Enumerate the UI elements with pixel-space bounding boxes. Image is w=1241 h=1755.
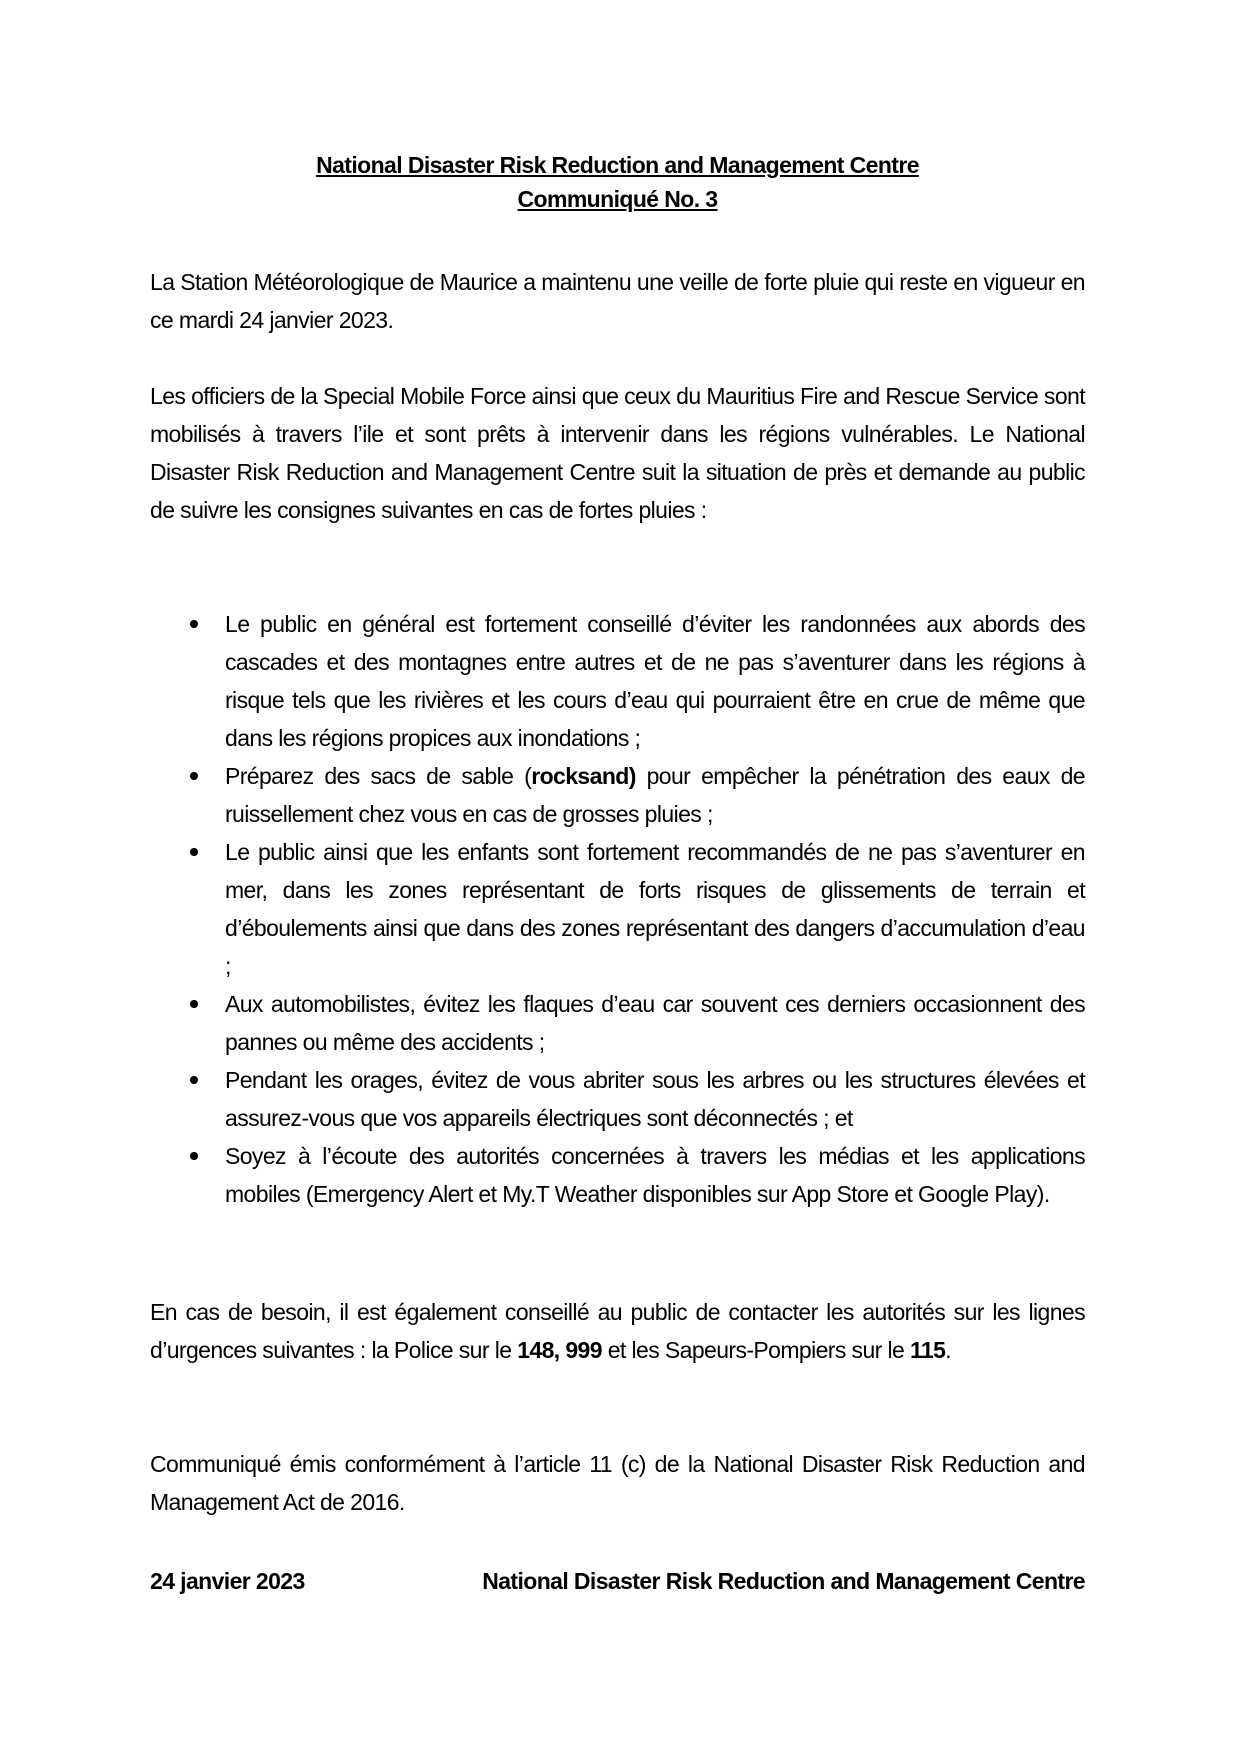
signature-organisation: National Disaster Risk Reduction and Management Centre — [482, 1568, 1085, 1594]
list-item-text: Le public en général est fortement conseillé d’éviter les randonnées aux abords des cascades et des montagnes entre autres et de ne pas s’aventurer dans les régions à risque tels que les rivières et les cours d’eau qui pourraient être en crue de même que dans les régions propices aux inondations ; — [225, 611, 1085, 751]
contact-text-before: En cas de besoin, il est également conseillé au public de contacter les autorités sur les lignes d’urgences suivantes : la Police sur le — [150, 1299, 1085, 1363]
intro-paragraph: La Station Météorologique de Maurice a maintenu une veille de forte pluie qui reste en vigueur en ce mardi 24 janvier 2023. — [150, 269, 1085, 333]
list-item — [150, 1137, 1085, 1213]
header-title: National Disaster Risk Reduction and Management Centre — [316, 152, 919, 178]
bullet-icon — [190, 620, 198, 628]
bullet-icon — [190, 772, 198, 780]
list-item-text: Pendant les orages, évitez de vous abriter sous les arbres ou les structures élevées et assurez-vous que vos appareils électriques sont déconnectés ; et — [225, 1067, 1085, 1131]
safety-instructions-list — [150, 605, 1085, 1213]
list-item-text: Aux automobilistes, évitez les flaques d’eau car souvent ces derniers occasionnent des pannes ou même des accidents ; — [225, 991, 1085, 1055]
header-subtitle: Communiqué No. 3 — [517, 186, 718, 212]
list-item-text: Le public ainsi que les enfants sont fortement recommandés de ne pas s’aventurer en mer, dans les zones représentant de forts risques de glissements de terrain et d’éboulements ainsi que dans des zones représentant des dangers d’accumulation d’eau ; — [225, 839, 1085, 979]
mobilisation-paragraph: Les officiers de la Special Mobile Force ainsi que ceux du Mauritius Fire and Rescue Service sont mobilisés à travers l’ile et sont prêts à intervenir dans les régions vulnérables. Le National Disaster Risk Reduction and Management Centre suit la situation de près et demande au public de suivre les consignes suivantes en cas de fortes pluies : — [150, 383, 1085, 523]
list-item — [150, 1061, 1085, 1137]
legal-paragraph: Communiqué émis conformément à l’article 11 (c) de la National Disaster Risk Reduction and Management Act de 2016. — [150, 1451, 1085, 1515]
bullet-icon — [190, 1076, 198, 1084]
contact-paragraph — [150, 1293, 1085, 1369]
list-item-text-after: pour empêcher la pénétration des eaux de ruissellement chez vous en cas de grosses pluies ; — [225, 763, 1085, 827]
list-item-text: Soyez à l’écoute des autorités concernées à travers les médias et les applications mobiles (Emergency Alert et My.T Weather disponibles sur App Store et Google Play). — [225, 1143, 1085, 1207]
contact-text-middle: et les Sapeurs-Pompiers sur le — [601, 1337, 910, 1363]
list-item — [150, 757, 1085, 833]
bullet-icon — [190, 1152, 198, 1160]
signature-date: 24 janvier 2023 — [150, 1568, 305, 1594]
bullet-icon — [190, 1000, 198, 1008]
list-item — [150, 833, 1085, 985]
list-item — [150, 985, 1085, 1061]
bullet-icon — [190, 848, 198, 856]
fire-number: 115 — [909, 1337, 946, 1363]
list-item — [150, 605, 1085, 757]
contact-text-after: . — [945, 1337, 952, 1363]
police-numbers: 148, 999 — [517, 1337, 602, 1363]
document-header — [150, 148, 1085, 216]
list-item-text-before: Préparez des sacs de sable ( — [225, 763, 532, 789]
list-item-bold-term: rocksand) — [531, 763, 636, 789]
